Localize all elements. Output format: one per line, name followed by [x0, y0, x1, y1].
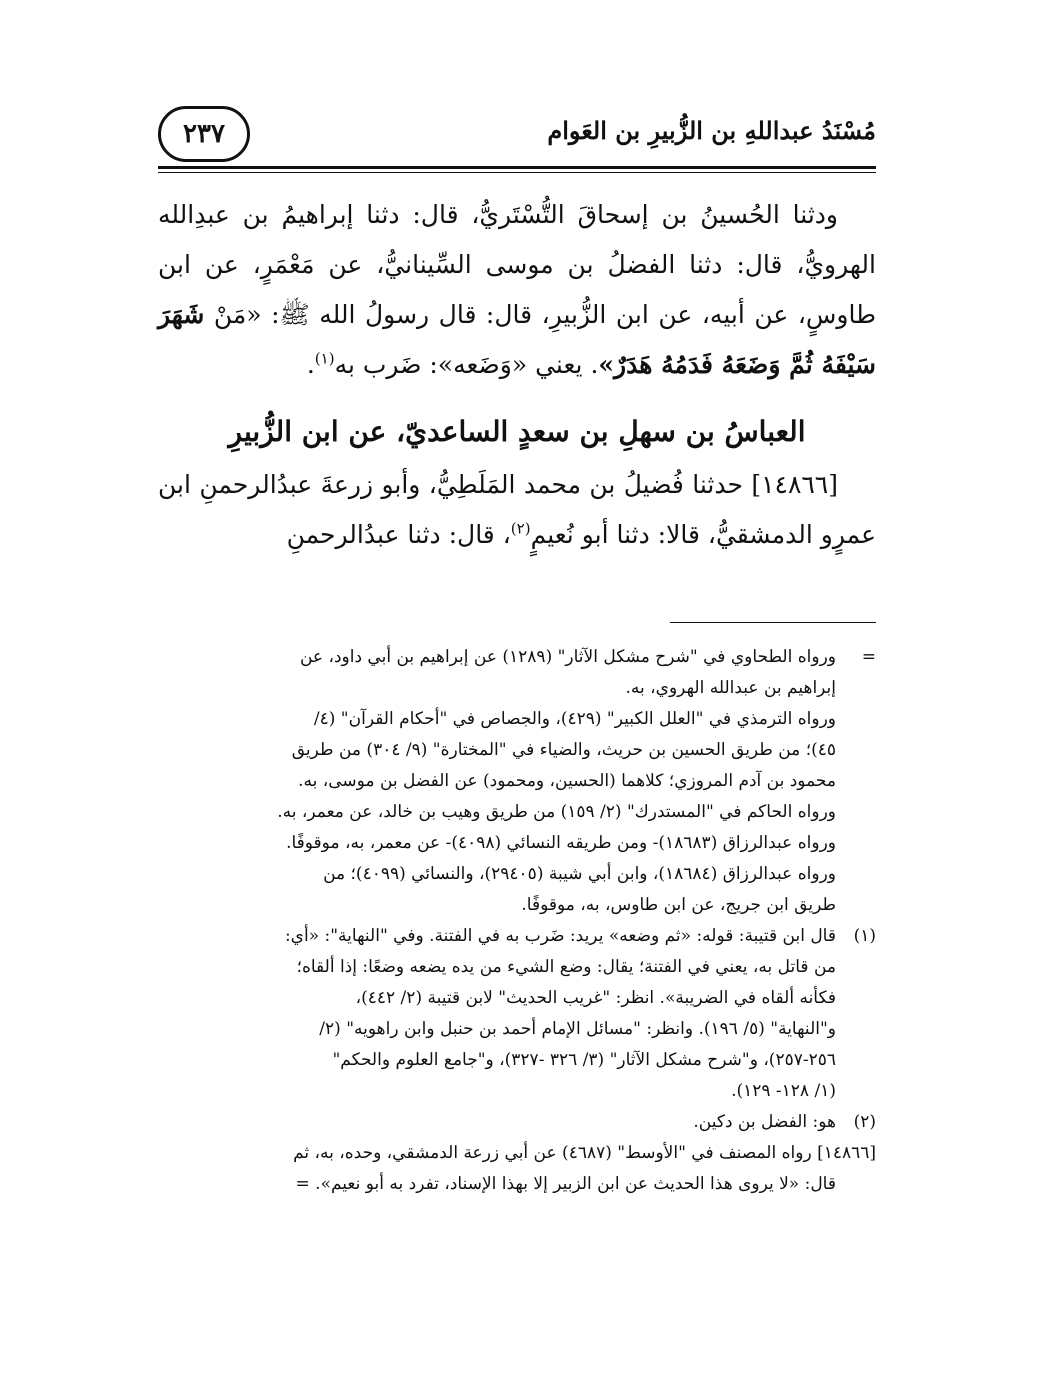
footnote-line: فكأنه ألقاه في الضريبة». انظر: "غريب الحديث" لابن قتيبة (٢/ ٤٤٢)، [355, 988, 836, 1008]
header-rule-thin [158, 172, 876, 173]
section-heading: العباسُ بن سهلِ بن سعدٍ الساعديّ، عن ابن الزُّبيرِ [228, 415, 806, 448]
footnote-line: و"النهاية" (٥/ ١٩٦). وانظر: "مسائل الإمام أحمد بن حنبل وابن راهويه" (٢/ [319, 1019, 836, 1039]
hadith-quote: شَهَرَ سَيْفَهُ ثُمَّ وَضَعَهُ فَدَمُهُ هَدَرٌ» [158, 300, 876, 379]
continuation-mark: = [861, 647, 876, 667]
paragraph-1-line-1: ودثنا الحُسينُ بن إسحاقَ التُّسْتَريُّ، قال: دثنا إبراهيمُ بن عبدِالله [158, 200, 838, 229]
footnote-line: هو: الفضل بن دكين. [693, 1112, 836, 1132]
footnote-line: ورواه عبدالرزاق (١٨٦٨٤)، وابن أبي شيبة (٢٩٤٠٥)، والنسائي (٤٠٩٩)؛ من [323, 864, 836, 884]
footnote-line: قال ابن قتيبة: قوله: «ثم وضعه» يريد: ضَرب به في الفتنة. وفي "النهاية": «أي: [284, 926, 836, 946]
paragraph-1 [158, 190, 876, 390]
footnote-line: إبراهيم بن عبدالله الهروي، به. [625, 678, 836, 698]
footnote-continuation [158, 642, 876, 921]
footnote-ref-1: (١) [314, 349, 335, 368]
footnote-line: ٢٥٦-٢٥٧)، و"شرح مشكل الآثار" (٣/ ٣٢٦ -٣٢٧)، و"جامع العلوم والحكم" [332, 1050, 836, 1070]
main-text [158, 190, 876, 560]
footnote-separator [670, 622, 876, 623]
page-header [158, 104, 876, 174]
paragraph-2-line-2b: ، قال: دثنا عبدُالرحمنِ [286, 520, 511, 549]
paragraph-1-tail: . يعني «وَضَعه»: ضَرب به [334, 350, 599, 379]
footnote-1-mark: (١) [853, 926, 876, 946]
footnote-1 [158, 921, 876, 1107]
paragraph-1-line-2: الهرويُّ، قال: دثنا الفضلُ بن موسى السِّينانيُّ، عن مَعْمَرٍ، عن ابن [158, 250, 876, 279]
footnote-hadith-14866 [158, 1138, 876, 1200]
footnote-line: ورواه عبدالرزاق (١٨٦٨٣)- ومن طريقه النسائي (٤٠٩٨)- عن معمر، به، موقوفًا. [286, 833, 836, 853]
footnote-line: ٤٥)؛ من طريق الحسين بن حريث، والضياء في "المختارة" (٩/ ٣٠٤) من طريق [291, 740, 836, 760]
footnote-2-mark: (٢) [853, 1112, 876, 1132]
footnote-line: ورواه الترمذي في "العلل الكبير" (٤٢٩)، والجصاص في "أحكام القرآن" (٤/ [313, 709, 836, 729]
footnote-line: من قاتل به، يعني في الفتنة؛ يقال: وضع الشيء من يده يضعه وضعًا: إذا ألقاه؛ [296, 957, 836, 977]
footnote-line: (١/ ١٢٨- ١٢٩). [731, 1081, 836, 1101]
footnote-2 [158, 1107, 876, 1138]
footnote-line: [١٤٨٦٦] رواه المصنف في "الأوسط" (٤٦٨٧) عن أبي زرعة الدمشقي، وحده، به، ثم [293, 1143, 876, 1163]
paragraph-2 [158, 460, 876, 560]
running-title: مُسْنَدُ عبداللهِ بن الزُّبيرِ بن العَوام [547, 116, 876, 145]
footnote-line: محمود بن آدم المروزي؛ كلاهما (الحسين، ومحمود) عن الفضل بن موسى، به. [298, 771, 836, 791]
paragraph-2-line-1: [١٤٨٦٦] حدثنا فُضيلُ بن محمد المَلَطِيُّ، وأبو زرعةَ عبدُالرحمنِ [199, 470, 838, 499]
page-number-badge: ٢٣٧ [158, 106, 250, 162]
paragraph-2-line-2a: ابن عمرٍو الدمشقيُّ، قالا: دثنا أبو نُعيمٍ [158, 470, 876, 549]
footnotes [158, 642, 876, 1200]
footnote-ref-2: (٢) [510, 519, 531, 538]
paragraph-1-line-3: طاوسٍ، عن أبيه، عن ابن الزُّبيرِ، قال: قال رسولُ الله ﷺ: «مَنْ [213, 300, 876, 329]
paragraph-1-end: . [306, 350, 315, 379]
footnote-line: قال: «لا يروى هذا الحديث عن ابن الزبير إلا بهذا الإسناد، تفرد به أبو نعيم». = [295, 1174, 836, 1194]
header-rule-thick [158, 166, 876, 169]
footnote-line: ورواه الحاكم في "المستدرك" (٢/ ١٥٩) من طريق وهيب بن خالد، عن معمر، به. [277, 802, 836, 822]
footnote-line: ورواه الطحاوي في "شرح مشكل الآثار" (١٢٨٩) عن إبراهيم بن أبي داود، عن [299, 647, 836, 667]
footnote-line: طريق ابن جريج، عن ابن طاوس، به، موقوفًا. [521, 895, 836, 915]
